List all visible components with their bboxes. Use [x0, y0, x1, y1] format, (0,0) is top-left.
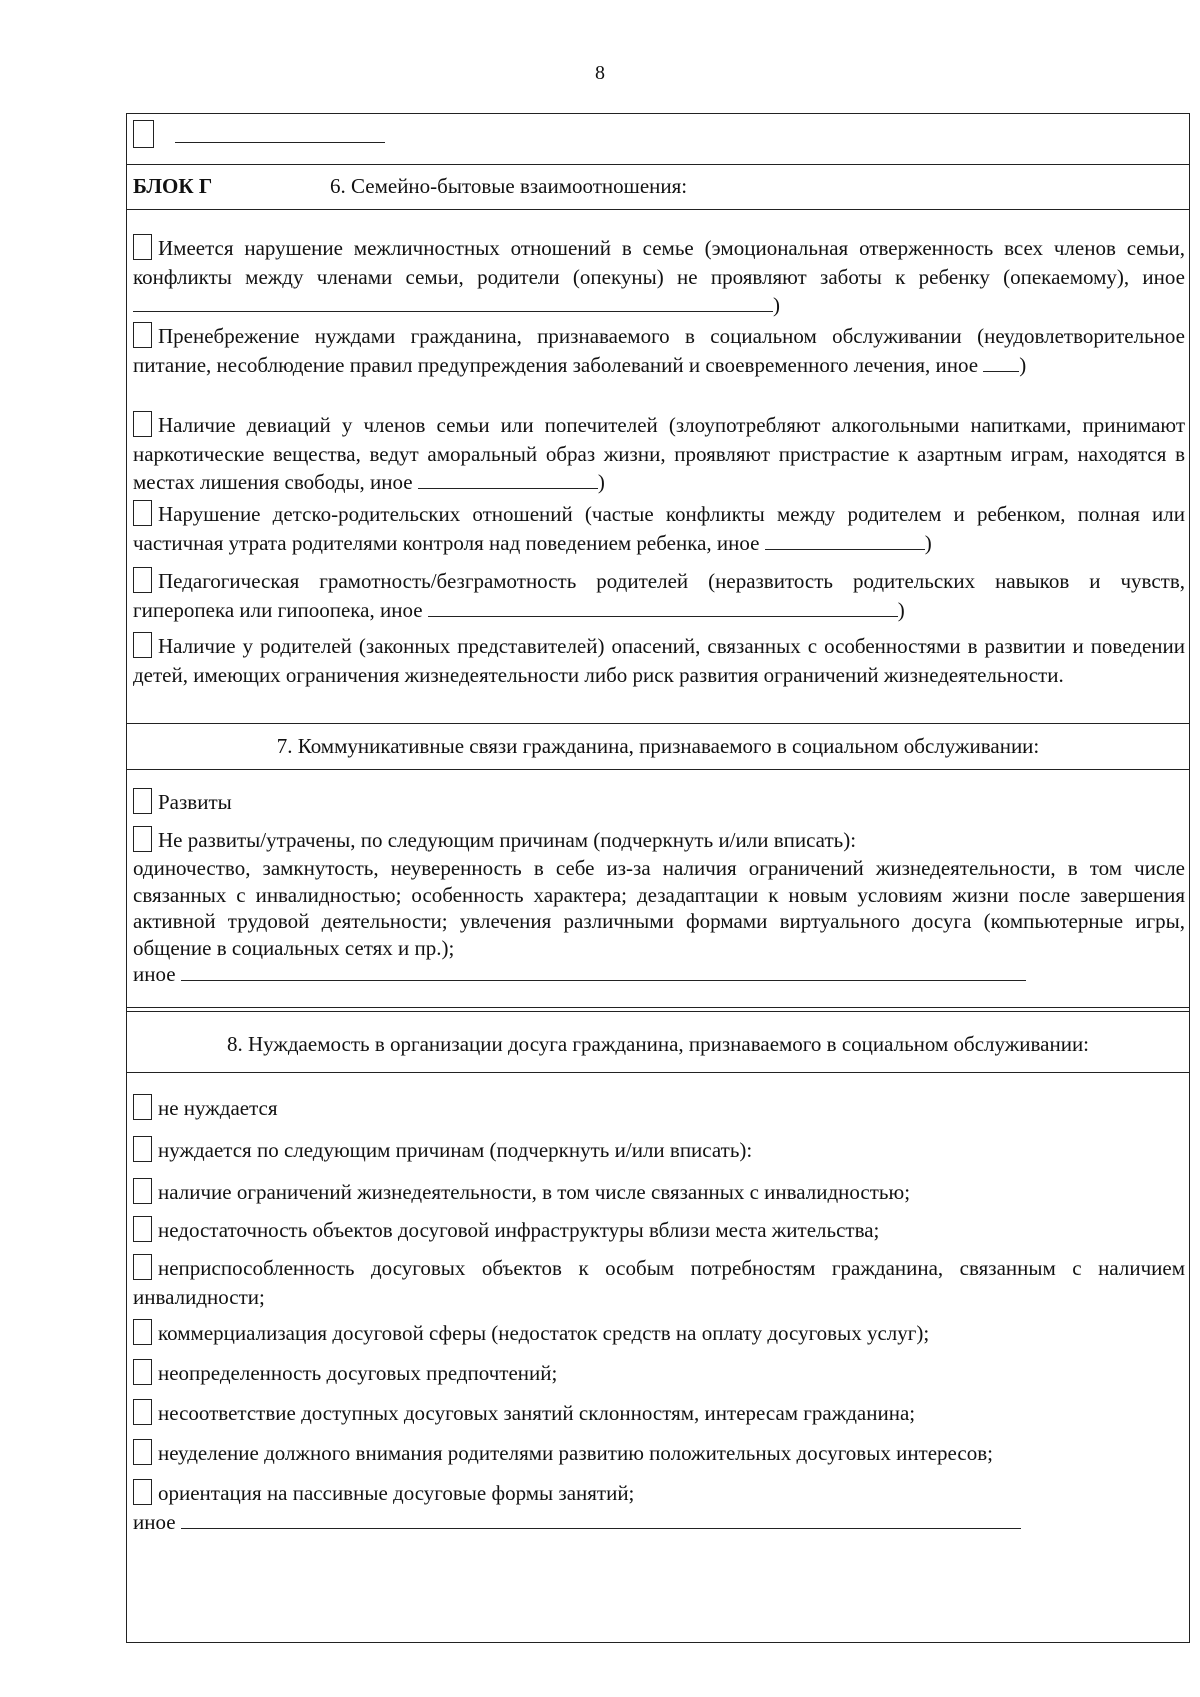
checkbox[interactable] [133, 1136, 152, 1162]
leisure-item [133, 1439, 1185, 1467]
checkbox[interactable] [133, 1359, 152, 1385]
leisure-item [133, 1178, 1185, 1206]
comm-other [133, 960, 1185, 988]
checkbox[interactable] [133, 632, 152, 658]
checkbox[interactable] [133, 1439, 152, 1465]
option-text: недостаточность объектов досуговой инфраструктуры вблизи места жительства; [158, 1218, 880, 1242]
checkbox[interactable] [133, 322, 152, 348]
blank-line[interactable] [175, 124, 385, 143]
top-row [133, 120, 1185, 150]
option-text: наличие ограничений жизнедеятельности, в том числе связанных с инвалидностью; [158, 1180, 911, 1204]
leisure-item [133, 1399, 1185, 1427]
family-item-4 [133, 500, 1185, 557]
checkbox[interactable] [133, 500, 152, 526]
checkbox[interactable] [133, 411, 152, 437]
comm-reasons [133, 855, 1185, 961]
comm-developed [133, 788, 1185, 816]
checkbox[interactable] [133, 1399, 152, 1425]
blank-line[interactable] [418, 470, 598, 489]
option-text: Не развиты/утрачены, по следующим причинам (подчеркнуть и/или вписать): [158, 828, 857, 852]
option-text: Развиты [158, 790, 232, 814]
section6-title: 6. Семейно-бытовые взаимоотношения: [330, 174, 688, 198]
checkbox[interactable] [133, 1479, 152, 1505]
checkbox[interactable] [133, 1178, 152, 1204]
reasons-text: одиночество, замкнутость, неуверенность в себе из-за наличия ограничений жизнедеятельности, в том числе связанных с инвалидностью; особенность характера; дезадаптации к новым условиям жизни после завершения активной трудовой деятельности; увлечения различными формами виртуального досуга (компьютерные игры, общение в социальных сетях и пр.); [133, 856, 1185, 960]
leisure-item [133, 1216, 1185, 1244]
option-text: неопределенность досуговых предпочтений; [158, 1361, 558, 1385]
checkbox[interactable] [133, 1254, 152, 1280]
divider [127, 1072, 1189, 1073]
checkbox[interactable] [133, 788, 152, 814]
close-paren: ) [597, 470, 605, 494]
option-text: несоответствие доступных досуговых занятий склонностям, интересам гражданина; [158, 1401, 916, 1425]
section8-title: 8. Нуждаемость в организации досуга гражданина, признаваемого в социальном обслуживании: [226, 1032, 1090, 1056]
divider [127, 1007, 1189, 1008]
blank-line[interactable] [765, 531, 925, 550]
checkbox[interactable] [133, 826, 152, 852]
close-paren: ) [897, 597, 905, 622]
checkbox[interactable] [133, 120, 154, 148]
other-label: иное [133, 1510, 176, 1534]
blank-line[interactable] [181, 1510, 1021, 1529]
family-item-1 [133, 234, 1185, 320]
comm-not-developed [133, 826, 1185, 854]
close-paren: ) [1019, 352, 1027, 377]
checkbox[interactable] [133, 234, 152, 260]
family-item-3 [133, 411, 1185, 497]
option-text: неуделение должного внимания родителями развитию положительных досуговых интересов; [158, 1441, 993, 1465]
blank-line[interactable] [983, 353, 1019, 372]
blank-line[interactable] [133, 293, 773, 312]
option-text: ориентация на пассивные досуговые формы занятий; [158, 1481, 635, 1505]
family-item-5 [133, 567, 1185, 624]
checkbox[interactable] [133, 1216, 152, 1242]
option-text: нуждается по следующим причинам (подчеркнуть и/или вписать): [158, 1138, 753, 1162]
divider [127, 723, 1189, 724]
block-g-header [133, 172, 1185, 200]
page-number: 8 [595, 62, 605, 84]
item-text: Имеется нарушение межличностных отношений в семье (эмоциональная отверженность всех членов семьи, конфликты между членами семьи, родители (опекуны) не проявляют заботы к ребенку (опекаемому), иное [133, 236, 1185, 289]
block-label: БЛОК Г [133, 174, 213, 198]
checkbox[interactable] [133, 1094, 152, 1120]
leisure-item [133, 1094, 1185, 1122]
option-text: не нуждается [158, 1096, 278, 1120]
leisure-other [133, 1508, 1185, 1536]
leisure-item [133, 1136, 1185, 1164]
leisure-item [133, 1319, 1185, 1347]
family-item-2 [133, 322, 1185, 379]
item-text: Педагогическая грамотность/безграмотность родителей (неразвитость родительских навыков и чувств, гиперопека или гипоопека, иное [133, 569, 1185, 622]
checkbox[interactable] [133, 1319, 152, 1345]
item-text: Нарушение детско-родительских отношений (частые конфликты между родителем и ребенком, полная или частичная утрата родителями контроля над поведением ребенка, иное [133, 502, 1185, 555]
blank-line[interactable] [181, 962, 1026, 981]
leisure-item [133, 1254, 1185, 1311]
close-paren: ) [773, 293, 780, 317]
leisure-item [133, 1479, 1185, 1507]
leisure-item [133, 1359, 1185, 1387]
form-table [126, 113, 1190, 1643]
divider [127, 209, 1189, 210]
item-text: Наличие у родителей (законных представителей) опасений, связанных с особенностями в развитии и поведении детей, имеющих ограничения жизнедеятельности либо риск развития ограничений жизнедеятельности. [133, 634, 1185, 687]
family-item-6 [133, 632, 1185, 689]
divider [127, 164, 1189, 165]
item-text: Пренебрежение нуждами гражданина, признаваемого в социальном обслуживании (неудовлетворительное питание, несоблюдение правил предупреждения заболеваний и своевременного лечения, иное [133, 324, 1185, 377]
section7-title: 7. Коммуникативные связи гражданина, признаваемого в социальном обслуживании: [276, 734, 1040, 758]
close-paren: ) [924, 530, 932, 555]
blank-line[interactable] [428, 598, 898, 617]
divider [127, 769, 1189, 770]
option-text: неприспособленность досуговых объектов к особым потребностям гражданина, связанным с наличием инвалидности; [133, 1256, 1185, 1309]
checkbox[interactable] [133, 567, 152, 593]
item-text: Наличие девиаций у членов семьи или попечителей (злоупотребляют алкогольными напитками, принимают наркотические вещества, ведут аморальный образ жизни, проявляют пристрастие к азартным играм, находятся в местах лишения свободы, иное [133, 413, 1185, 494]
other-label: иное [133, 962, 176, 986]
option-text: коммерциализация досуговой сферы (недостаток средств на оплату досуговых услуг); [158, 1321, 930, 1345]
